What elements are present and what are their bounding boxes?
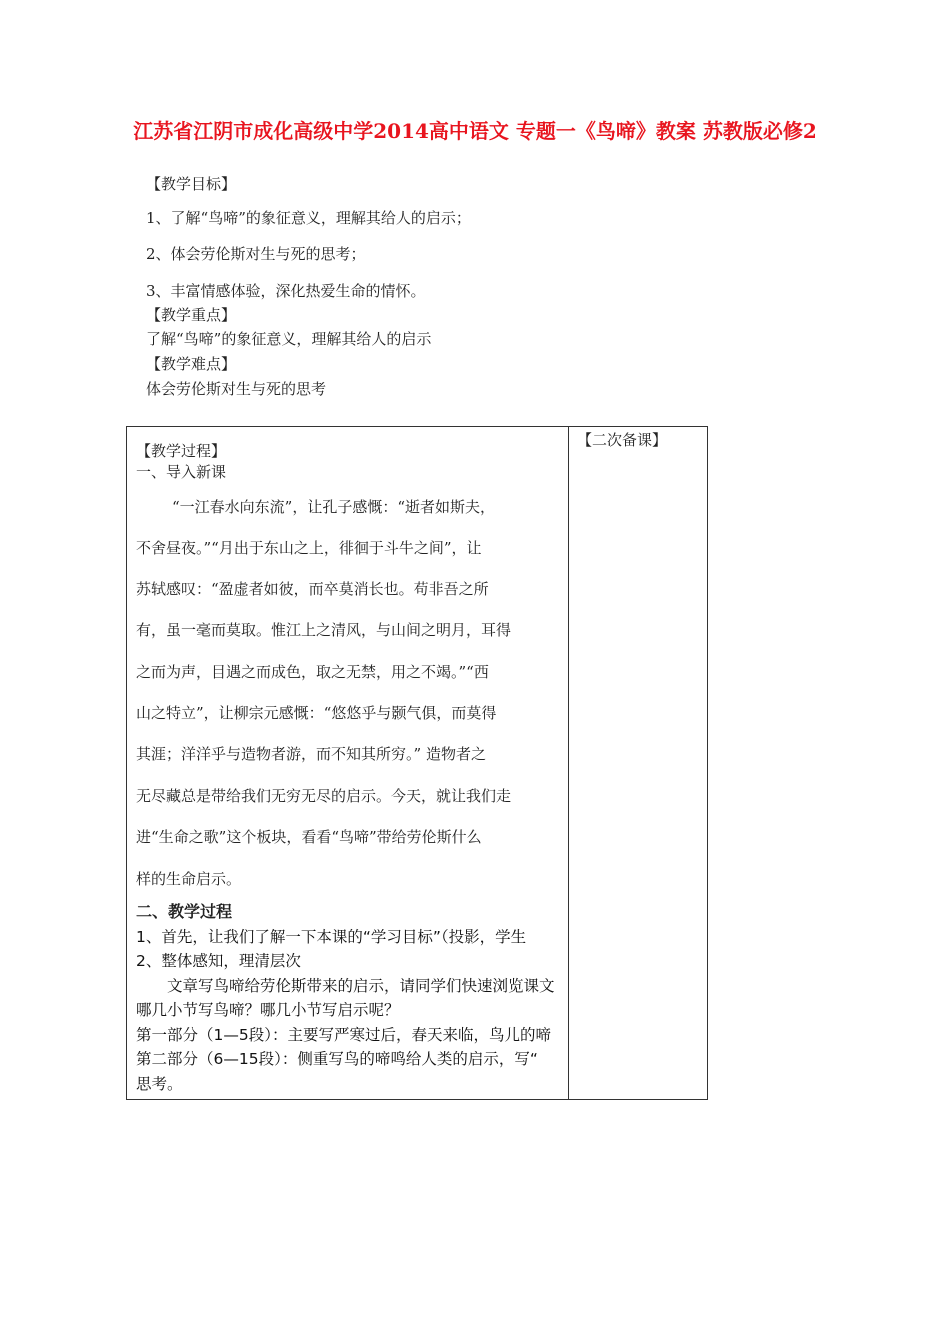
- section-process-heading: 二、教学过程: [136, 902, 233, 921]
- scan-line: 第一部分（1—5段）：主要写严寒过后，春天来临，鸟儿的啼: [136, 1026, 551, 1044]
- scan-line: 思考。: [136, 1075, 183, 1093]
- goals-heading: 【教学目标】: [146, 175, 237, 193]
- intro-line: 山之特立”，让柳宗元感慨：“悠悠乎与颢气俱，而莫得: [136, 704, 497, 722]
- intro-line: 无尽藏总是带给我们无穷无尽的启示。今天，就让我们走: [136, 787, 512, 805]
- scan-line: 1、首先，让我们了解一下本课的“学习目标”（投影，学生: [136, 928, 527, 946]
- intro-line: 有，虽一毫而莫取。惟江上之清风，与山间之明月，耳得: [136, 621, 512, 639]
- key-text: 了解“鸟啼”的象征意义，理解其给人的启示: [146, 330, 432, 348]
- document-title: 江苏省江阴市成化高级中学2014高中语文 专题一《鸟啼》教案 苏教版必修2: [133, 119, 817, 143]
- difficulty-text: 体会劳伦斯对生与死的思考: [146, 380, 327, 398]
- scan-line: 2、整体感知，理清层次: [136, 952, 301, 970]
- intro-line: “一江春水向东流”，让孔子感慨：“逝者如斯夫，: [172, 498, 496, 516]
- intro-line: 进“生命之歌”这个板块，看看“鸟啼”带给劳伦斯什么: [136, 828, 482, 846]
- difficulty-heading: 【教学难点】: [146, 355, 237, 373]
- intro-line: 不舍昼夜。”“月出于东山之上，徘徊于斗牛之间”，让: [136, 539, 482, 557]
- intro-line: 苏轼感叹：“盈虚者如彼，而卒莫消长也。苟非吾之所: [136, 580, 489, 598]
- intro-line: 其涯；洋洋乎与造物者游，而不知其所穷。” 造物者之: [136, 745, 486, 763]
- key-heading: 【教学重点】: [146, 306, 237, 324]
- goal-item: 2、体会劳伦斯对生与死的思考；: [146, 245, 366, 263]
- section-intro-heading: 一、导入新课: [136, 463, 227, 481]
- scan-line: 哪几小节写鸟啼？哪几小节写启示呢？: [136, 1001, 400, 1019]
- process-heading: 【教学过程】: [136, 442, 227, 460]
- goal-item: 3、丰富情感体验，深化热爱生命的情怀。: [146, 282, 426, 300]
- intro-line: 样的生命启示。: [136, 870, 242, 888]
- scan-line: 文章写鸟啼给劳伦斯带来的启示，请同学们快速浏览课文: [136, 977, 555, 995]
- intro-line: 之而为声，目遇之而成色，取之无禁，用之不竭。”“西: [136, 663, 489, 681]
- scan-line: 第二部分（6—15段）：侧重写鸟的啼鸣给人类的启示，写“: [136, 1050, 538, 1068]
- goal-item: 1、了解“鸟啼”的象征意义，理解其给人的启示；: [146, 209, 471, 227]
- side-notes-heading: 【二次备课】: [577, 431, 668, 449]
- table-column-divider: [568, 426, 569, 1100]
